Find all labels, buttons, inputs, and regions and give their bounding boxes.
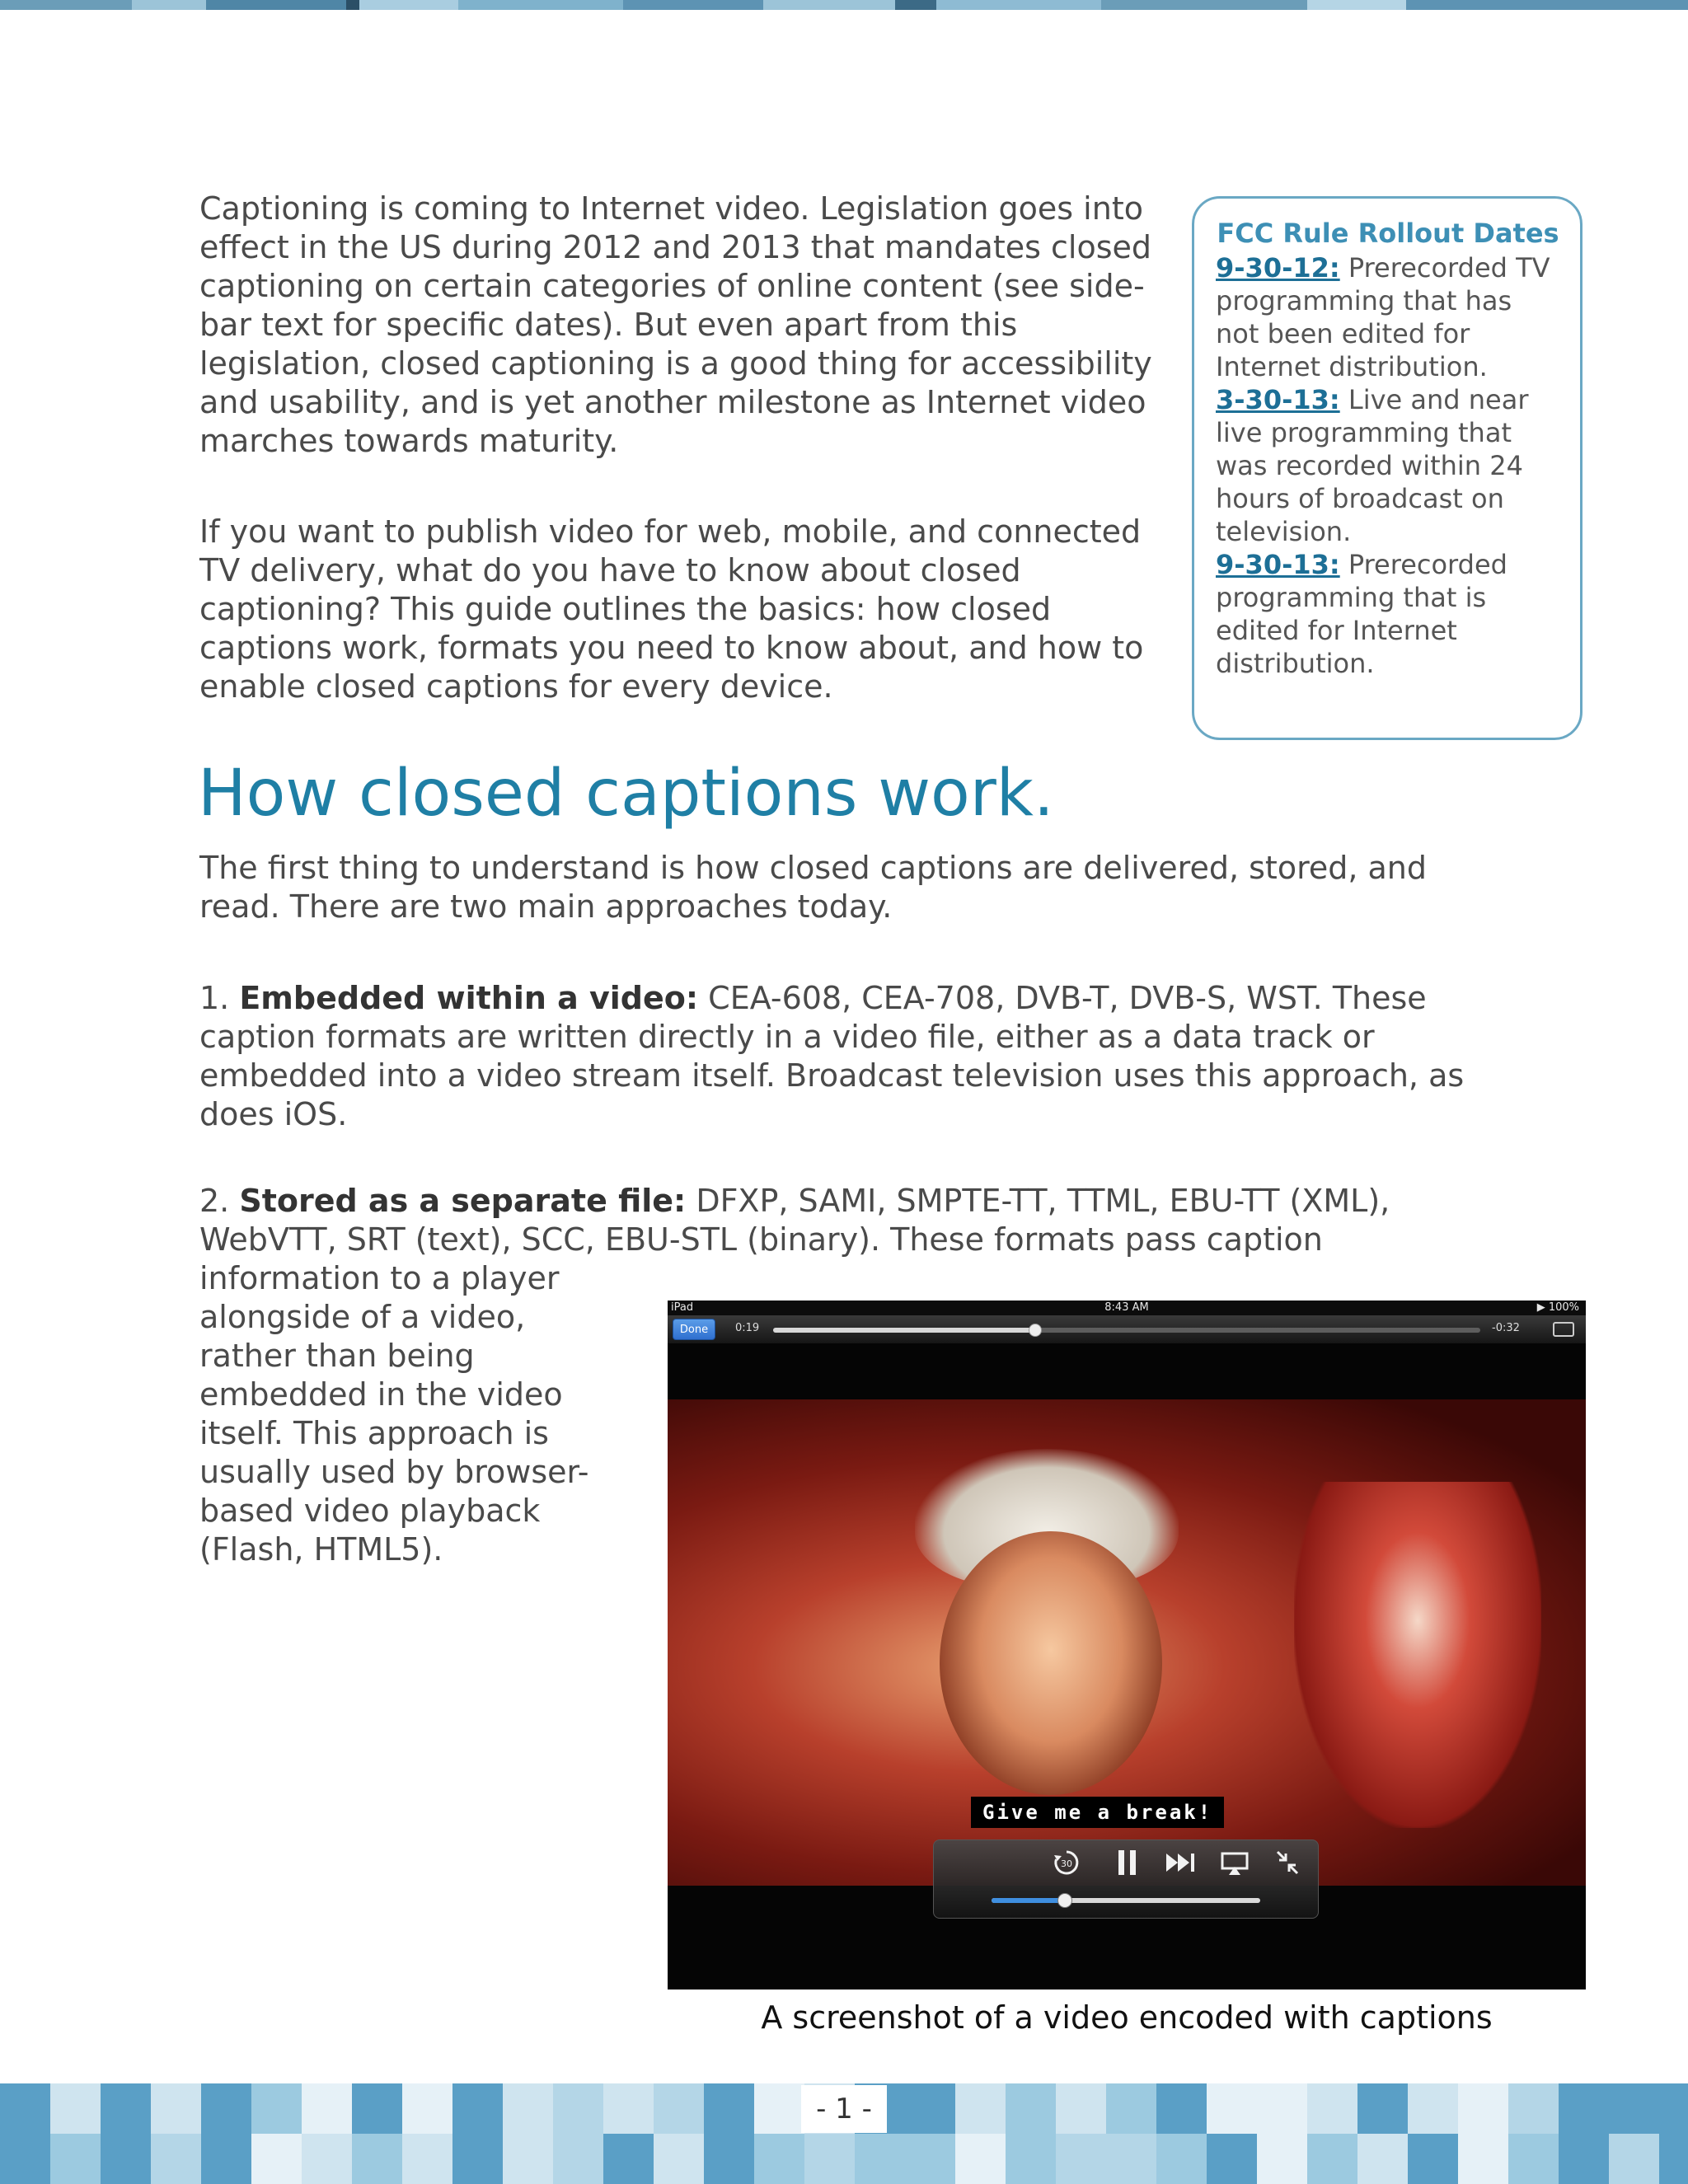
mosaic-tile xyxy=(352,2083,402,2134)
mosaic-tile xyxy=(754,2134,804,2184)
mosaic-tile xyxy=(302,2083,352,2134)
sidebar-entry xyxy=(1216,548,1560,680)
mosaic-tile xyxy=(1207,2083,1257,2134)
mosaic-tile xyxy=(1257,2134,1307,2184)
mosaic-tile xyxy=(1508,2083,1559,2134)
list-item-separate-file xyxy=(199,1182,1518,1259)
mosaic-tile xyxy=(955,2134,1006,2184)
fcc-rollout-sidebar xyxy=(1192,196,1582,740)
mosaic-tile xyxy=(1106,2083,1156,2134)
mosaic-tile xyxy=(1357,2134,1408,2184)
mosaic-tile xyxy=(1458,2083,1508,2134)
girl-face xyxy=(940,1531,1162,1795)
mosaic-tile xyxy=(50,2134,101,2184)
mosaic-tile xyxy=(704,2083,754,2134)
doll-figure xyxy=(1294,1482,1541,1828)
volume-slider[interactable] xyxy=(992,1898,1260,1903)
figure-caption: A screenshot of a video encoded with captions xyxy=(761,1999,1493,2036)
list-number: 1. xyxy=(199,980,240,1016)
intro-paragraph-2: If you want to publish video for web, mobile, and connected TV delivery, what do you have to know about closed captioning? This guide outlines the basics: how closed captions work, formats you need to know about, and how to enable closed captions for every device. xyxy=(199,513,1144,705)
elapsed-time: 0:19 xyxy=(735,1322,760,1334)
mosaic-tile xyxy=(1307,2083,1357,2134)
scrubber-handle[interactable] xyxy=(1029,1324,1042,1337)
mosaic-tile xyxy=(1056,2083,1106,2134)
list-item-text: DFXP, SAMI, SMPTE-TT, TTML, EBU-TT (XML), WebVTT, SRT (text), SCC, EBU-STL (binary). These formats pass caption xyxy=(199,1183,1390,1258)
mosaic-tile xyxy=(804,2134,855,2184)
mosaic-tile xyxy=(352,2134,402,2184)
list-item-label: Stored as a separate file: xyxy=(239,1183,687,1219)
mosaic-tile xyxy=(1207,2134,1257,2184)
mosaic-tile xyxy=(201,2134,251,2184)
mosaic-tile xyxy=(101,2083,151,2134)
mosaic-tile xyxy=(1106,2134,1156,2184)
list-item-separate-file-continued: information to a player alongside of a video, rather than being embedded in the video itself. This approach is usually used by browser-based video playback (Flash, HTML5). xyxy=(199,1260,589,1568)
mosaic-tile xyxy=(302,2134,352,2184)
mosaic-tile xyxy=(1458,2134,1508,2184)
mosaic-tile xyxy=(201,2083,251,2134)
sidebar-date: 3-30-13: xyxy=(1216,384,1340,415)
skip-back-30-icon[interactable] xyxy=(1053,1849,1081,1884)
mosaic-tile xyxy=(1609,2134,1659,2184)
status-device: iPad xyxy=(671,1301,694,1314)
closed-caption-text: Give me a break! xyxy=(971,1797,1224,1828)
mosaic-tile xyxy=(0,2083,50,2134)
mosaic-tile xyxy=(1307,2134,1357,2184)
list-item-label: Embedded within a video: xyxy=(239,980,699,1016)
mosaic-tile xyxy=(0,2134,50,2184)
mosaic-tile xyxy=(654,2134,704,2184)
status-time: 8:43 AM xyxy=(1104,1301,1149,1314)
mosaic-tile xyxy=(503,2134,553,2184)
mosaic-tile xyxy=(151,2134,201,2184)
mosaic-tile xyxy=(855,2134,905,2184)
done-button[interactable]: Done xyxy=(673,1319,715,1340)
ipad-status-bar xyxy=(668,1301,1586,1315)
section-intro-paragraph: The first thing to understand is how closed captions are delivered, stored, and read. There are two main approaches today. xyxy=(199,850,1428,925)
scrubber-fill xyxy=(773,1328,1034,1333)
mosaic-tile xyxy=(1357,2083,1408,2134)
scrubber-track[interactable] xyxy=(773,1328,1480,1333)
mosaic-tile xyxy=(1257,2083,1307,2134)
sidebar-entry-text: Prerecorded TV programming that has not been edited for Internet distribution. xyxy=(1216,252,1550,382)
mosaic-tile xyxy=(1609,2083,1659,2134)
page-number: - 1 - xyxy=(801,2085,887,2133)
mosaic-tile xyxy=(1408,2134,1458,2184)
list-item-embedded xyxy=(199,979,1518,1134)
volume-handle[interactable] xyxy=(1057,1893,1072,1908)
sidebar-entry-text: Live and near live programming that was recorded within 24 hours of broadcast on television. xyxy=(1216,384,1529,547)
sidebar-date: 9-30-12: xyxy=(1216,252,1340,284)
list-number: 2. xyxy=(199,1183,240,1219)
status-battery: ▶ 100% xyxy=(1536,1301,1579,1314)
pause-icon[interactable] xyxy=(1115,1849,1140,1884)
list-item-text: CEA-608, CEA-708, DVB-T, DVB-S, WST. These caption formats are written directly in a video file, either as a data track or embedded into a video stream itself. Broadcast television uses this approach, as does iOS. xyxy=(199,980,1465,1132)
mosaic-tile xyxy=(1659,2083,1688,2134)
skip-forward-icon[interactable] xyxy=(1165,1849,1201,1884)
mosaic-tile xyxy=(704,2134,754,2184)
mosaic-tile xyxy=(1508,2134,1559,2184)
video-control-bar xyxy=(668,1315,1586,1343)
mosaic-tile xyxy=(553,2083,603,2134)
mosaic-tile xyxy=(1006,2134,1056,2184)
mosaic-tile xyxy=(1559,2134,1609,2184)
sidebar-entry-text: Prerecorded programming that is edited for Internet distribution. xyxy=(1216,549,1507,679)
mosaic-tile xyxy=(402,2083,452,2134)
mosaic-tile xyxy=(603,2134,654,2184)
mosaic-tile xyxy=(1156,2134,1207,2184)
mosaic-tile xyxy=(905,2083,955,2134)
mosaic-tile xyxy=(654,2083,704,2134)
mosaic-tile xyxy=(151,2083,201,2134)
mosaic-tile xyxy=(603,2083,654,2134)
mosaic-tile xyxy=(553,2134,603,2184)
mosaic-tile xyxy=(1659,2134,1688,2184)
mosaic-tile xyxy=(503,2083,553,2134)
mosaic-tile xyxy=(1006,2083,1056,2134)
mosaic-tile xyxy=(754,2083,804,2134)
mosaic-tile xyxy=(452,2134,503,2184)
mosaic-tile xyxy=(1559,2083,1609,2134)
mosaic-tile xyxy=(251,2134,302,2184)
aspect-ratio-icon[interactable] xyxy=(1553,1322,1574,1337)
top-decorative-bar xyxy=(0,0,1688,10)
intro-paragraph-1: Captioning is coming to Internet video. Legislation goes into effect in the US during 2012 and 2013 that mandates closed captioning on certain categories of online content (see side-bar text for specific dates). But even apart from this legislation, closed captioning is a good thing for accessibility and usability, and is yet another milestone as Internet video marches towards maturity. xyxy=(199,190,1152,459)
sidebar-title: FCC Rule Rollout Dates xyxy=(1217,218,1559,249)
skip-back-seconds: 30 xyxy=(1061,1858,1072,1869)
mosaic-tile xyxy=(452,2083,503,2134)
mosaic-tile xyxy=(1408,2083,1458,2134)
section-heading: How closed captions work. xyxy=(198,757,1054,831)
mosaic-tile xyxy=(251,2083,302,2134)
mosaic-tile xyxy=(1156,2083,1207,2134)
video-screenshot xyxy=(668,1301,1586,1990)
exit-fullscreen-icon[interactable] xyxy=(1275,1849,1300,1884)
mosaic-tile xyxy=(955,2083,1006,2134)
volume-fill xyxy=(992,1898,1064,1903)
mosaic-tile xyxy=(1056,2134,1106,2184)
sidebar-date: 9-30-13: xyxy=(1216,549,1340,580)
mosaic-tile xyxy=(101,2134,151,2184)
mosaic-tile xyxy=(905,2134,955,2184)
airplay-icon[interactable] xyxy=(1221,1849,1249,1884)
remaining-time: -0:32 xyxy=(1492,1322,1520,1334)
playback-controls xyxy=(933,1840,1319,1919)
sidebar-entry xyxy=(1216,383,1560,548)
sidebar-entry xyxy=(1216,251,1560,383)
mosaic-tile xyxy=(402,2134,452,2184)
mosaic-tile xyxy=(50,2083,101,2134)
